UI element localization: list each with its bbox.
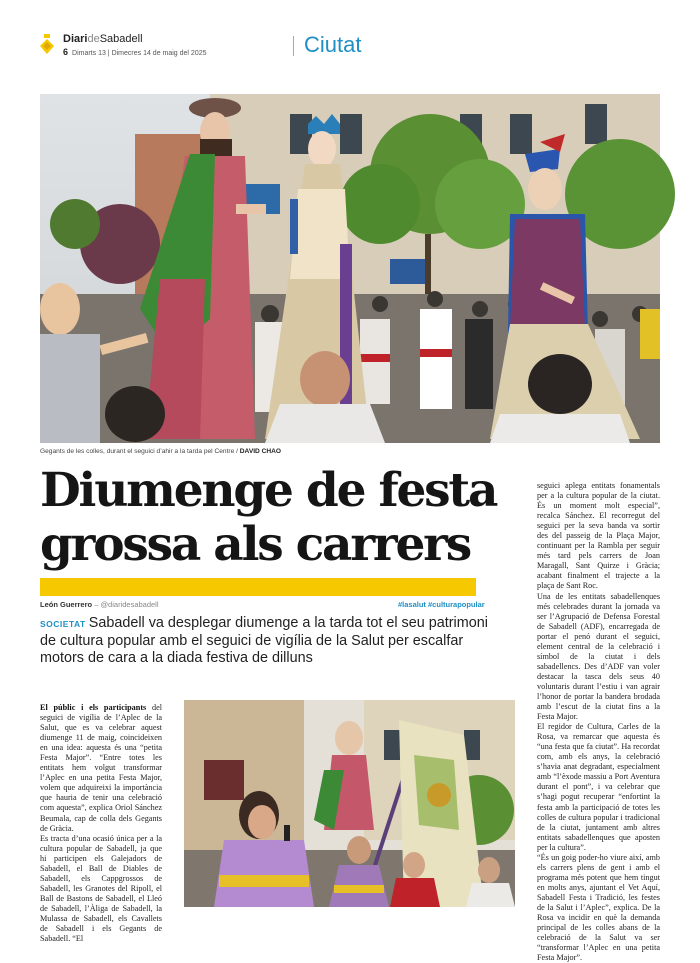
byline <box>40 600 159 609</box>
body-column-right <box>537 481 660 963</box>
page-info <box>63 47 207 57</box>
section-title: Ciutat <box>304 32 362 57</box>
paragraph-text: del seguici de vigília de l’Aplec de la Salut, que es va celebrar aquest diumenge 11 de maig, coincideixen en una idea: aquesta és una “petita Festa Major”. “Entre totes les entitats hem volgut transformar l’Aplec en una petita Festa Major, volem que adquireixi la importància que hauria de tenir una celebració com aquesta”, explica Oriol Sánchez Beumala, cap de colla dels Gegants de Gràcia. <box>40 703 162 833</box>
byline-handle: – @diaridesabadell <box>94 600 159 609</box>
body-column-left <box>40 703 162 944</box>
brand-rest: Sabadell <box>99 33 143 45</box>
section-tag: SOCIETAT <box>40 619 86 629</box>
photo-caption <box>40 448 281 455</box>
photo-credit: DAVID CHAO <box>239 448 282 455</box>
headline-highlight-bar <box>40 578 476 596</box>
giants-parade-photo <box>40 94 660 443</box>
article-lead <box>40 615 502 667</box>
lead-text: Sabadell va desplegar diumenge a la tarda tot el seu patrimoni de cultura popular amb el seguici de vigília de la Salut per escalfar motors de cara a la diada festiva de dilluns <box>40 615 488 666</box>
header-divider <box>293 36 294 56</box>
article-headline: Diumenge de festa grossa als carrers <box>40 463 497 572</box>
byline-author: León Guerrero <box>40 600 93 609</box>
hashtags: #lasalut #culturapopular <box>398 600 485 609</box>
brand-de: de <box>87 33 100 45</box>
body-paragraph <box>40 703 162 834</box>
body-paragraph: Es tracta d’una ocasió única per a la cultura popular de Sabadell, ja que hi participen els Galejadors de Sabadell, el Ball de Diables de Sabadell, els Cappgrossos de Sabadell, les Granotes del Ripoll, el Ball de Bastons de Sabadell, el Lleó de Sabadell, l’Àliga de Sabadell, la Mulassa de Sabadell, els Cavallets de Sabadell i els Gegants de Sabadell. “El <box>40 833 162 944</box>
photo-caption-text: Gegants de les colles, durant el seguici d’ahir a la tarda pel Centre / <box>40 448 238 455</box>
flag-bearer-photo <box>184 700 515 907</box>
paragraph-lead-in: El públic i els participants <box>40 703 147 712</box>
body-paragraph: Una de les entitats sabadellenques més celebrades durant la jornada va ser l’Agrupació de Defensa Forestal de Sabadell (ADF), encarregada de portar el penó durant el seguici, element central de la celebració i símbol de la ciutat i dels sabadellencs. Des d’ADF van voler destacar la tasca dels seus 40 voluntaris durant l’estiu i van agrair l’honor de portar la bandera brodada amb l’escut de la ciutat fins a la Festa Major. <box>537 591 660 722</box>
body-paragraph: seguici aplega entitats fonamentals per a la cultura popular de la ciutat. És un moment molt especial”, recalca Sánchez. El recorregut del seguici per la seva banda va sortir des del passeig de la Plaça Major, continuant per la Rambla per seguir més tard pels carrers de Joan Maragall, Sant Quirze i Gràcia; acabant finalment el trajecte a la plaça de Sant Roc. <box>537 481 660 591</box>
newspaper-brand <box>63 33 143 45</box>
brand-bold: Diari <box>63 33 88 45</box>
body-paragraph: El regidor de Cultura, Carles de la Rosa, va remarcar que aquesta és “una festa que fa ciutat”. Ha recordat com, amb els anys, la celebració s’havia anat degradant, especialment amb “l’èxode massiu a Port Aventura durant el pont”, i va celebrar que s’hagi pogut recuperar “enfortint la festa amb la participació de totes les colles de cultura popular i tradicional de la ciutat, juntament amb altres entitats sabadellenques que aposten per la cultura”. <box>537 722 660 852</box>
date-line: Dimarts 13 | Dimecres 14 de maig del 2025 <box>72 50 207 57</box>
body-paragraph: “És un goig poder-ho viure així, amb els carrers plens de gent i amb el programa més potent que hem tingut en molts anys, ajuntant el Vet Aquí, Sabadell Festa i Tradició, les festes de la Salut i l’Aplec”, explica. De la Rosa va incidir en què la demanda principal de les colles abans de la celebració de la Salut va ser “transformar l’Aplec en una petita Festa Major”. <box>537 852 660 963</box>
diari-logo-icon <box>40 34 54 54</box>
page-number: 6 <box>63 47 69 57</box>
